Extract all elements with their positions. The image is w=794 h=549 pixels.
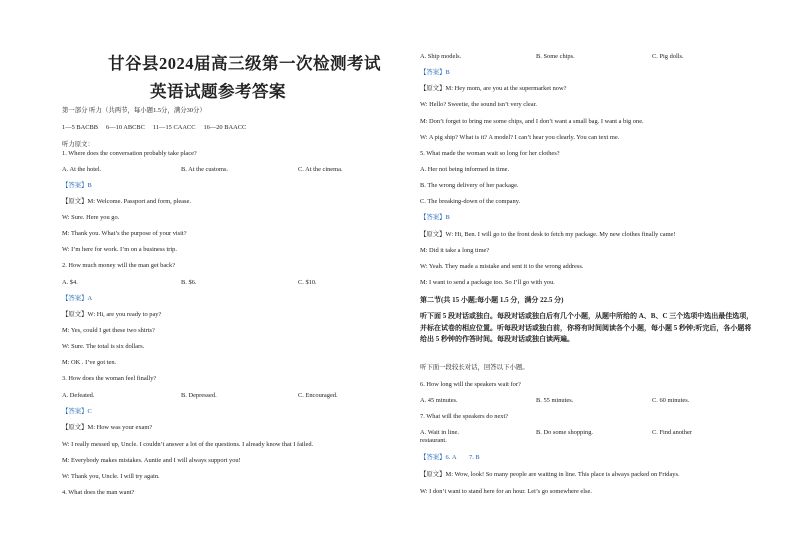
question-5: 5. What made the woman wait so long for her clothes?	[420, 150, 560, 157]
section-2-heading: 第二节(共 15 小题;每小题 1.5 分，满分 22.5 分)	[420, 296, 564, 304]
q2-script-line: M: Yes, could I get these two shirts?	[62, 327, 155, 334]
q2-script-line: 【原文】W: Hi, are you ready to pay?	[62, 311, 162, 318]
question-1: 1. Where does the conversation probably take place?	[62, 150, 197, 157]
script-label: 听力原文：	[62, 141, 94, 148]
q2-option-a: A. $4.	[62, 279, 78, 286]
q7-option-b: B. Do some shopping.	[536, 429, 593, 436]
q2-script-line: M: OK . I’ve got ten.	[62, 359, 117, 366]
q3-option-b: B. Depressed.	[181, 392, 217, 399]
q5-option-a: A. Her not being informed in time.	[420, 166, 510, 173]
q1-option-b: B. At the customs.	[181, 166, 229, 173]
q6-option-b: B. 55 minutes.	[536, 397, 574, 404]
q5-option-b: B. The wrong delivery of her package.	[420, 182, 519, 189]
q5-script-line: 【原文】W: Hi, Ben. I will go to the front desk to fetch my package. My new clothes finally came!	[420, 231, 676, 238]
q2-option-c: C. $10.	[298, 279, 317, 286]
q1-script-line: W: Sure. Here you go.	[62, 214, 120, 221]
q5-script-line: M: Did it take a long time?	[420, 247, 490, 254]
q6-option-c: C. 60 minutes.	[652, 397, 690, 404]
question-7: 7. What will the speakers do next?	[420, 413, 509, 420]
q3-script-line: W: I really messed up, Uncle. I couldn’t answer a lot of the questions. I already know that I failed.	[62, 441, 314, 448]
q3-script-line: W: Thank you, Uncle. I will try again.	[62, 473, 160, 480]
q1-option-a: A. At the hotel.	[62, 166, 102, 173]
title-line-2: 英语试题参考答案	[150, 82, 286, 101]
q4-script-line: 【原文】M: Hey mom, are you at the supermarket now?	[420, 85, 567, 92]
q1-script-line: W: I’m here for work. I’m on a business trip.	[62, 246, 177, 253]
q4-script-line: M: Don’t forget to bring me some chips, and I don’t want a small bag. I want a big one.	[420, 118, 644, 125]
q6-7-answer: 【答案】6. A 7. B	[420, 454, 480, 461]
q6-script-line: 【原文】M: Wow, look! So many people are waiting in line. This place is always packed on Fridays.	[420, 471, 680, 478]
q1-option-c: C. At the cinema.	[298, 166, 343, 173]
q2-script-line: W: Sure. The total is six dollars.	[62, 343, 145, 350]
q5-option-c: C. The breaking-down of the company.	[420, 198, 521, 205]
q6-script-line: W: I don’t want to stand here for an hour. Let’s go somewhere else.	[420, 488, 592, 495]
question-6: 6. How long will the speakers wait for?	[420, 381, 521, 388]
q6-option-a: A. 45 minutes.	[420, 397, 458, 404]
q7-option-c-continued: restaurant.	[420, 437, 447, 444]
q3-script-line: 【原文】M: How was your exam?	[62, 424, 153, 431]
q3-answer: 【答案】C	[62, 408, 92, 415]
q3-option-c: C. Encouraged.	[298, 392, 338, 399]
q2-answer: 【答案】A	[62, 295, 93, 302]
q4-option-c: C. Pig dolls.	[652, 53, 684, 60]
q3-script-line: M: Everybody makes mistakes. Auntie and I will always support you!	[62, 457, 241, 464]
q5-script-line: W: Yeah. They made a mistake and sent it to the wrong address.	[420, 263, 584, 270]
q4-option-b: B. Some chips.	[536, 53, 575, 60]
answer-summary: 1—5 BACBB 6—10 ABCBC 11—15 CAACC 16—20 BAACC	[62, 124, 247, 131]
q3-option-a: A. Defeated.	[62, 392, 95, 399]
question-2: 2. How much money will the man get back?	[62, 262, 176, 269]
q7-option-c: C. Find another	[652, 429, 692, 436]
q4-script-line: W: A pig ship? What is it? A model? I can’t hear you clearly. You can text me.	[420, 134, 620, 141]
q2-option-b: B. $6.	[181, 279, 197, 286]
section-2-instructions: 听下面 5 段对话或独白。每段对话或独白后有几个小题，从题中所给的 A、B、C 三个选项中选出最佳选项，并标在试卷的相应位置。听每段对话或独白前，你将有时间阅读各个小题，每小题 5 秒钟;听完后，各小题将给出 5 秒钟的作答时间。每段对话或独白读两遍。	[420, 312, 754, 343]
q1-answer: 【答案】B	[62, 182, 92, 189]
title-line-1: 甘谷县2024届高三级第一次检测考试	[108, 54, 381, 73]
question-3: 3. How does the woman feel finally?	[62, 375, 157, 382]
q1-script-line: 【原文】M: Welcome. Passport and form, please.	[62, 198, 191, 205]
question-4: 4. What does the man want?	[62, 489, 135, 496]
section-1-heading: 第一部分 听力（共两节，每小题1.5分，满分30分）	[62, 107, 206, 114]
q7-option-a: A. Wait in line.	[420, 429, 459, 436]
q5-answer: 【答案】B	[420, 214, 450, 221]
dialog-intro: 听下面一段较长对话，回答以下小题。	[420, 364, 529, 371]
q5-script-line: M: I want to send a package too. So I’ll go with you.	[420, 279, 555, 286]
q4-script-line: W: Hello? Sweetie, the sound isn’t very clear.	[420, 101, 537, 108]
q4-answer: 【答案】B	[420, 69, 450, 76]
q1-script-line: M: Thank you. What’s the purpose of your visit?	[62, 230, 187, 237]
q4-option-a: A. Ship models.	[420, 53, 462, 60]
